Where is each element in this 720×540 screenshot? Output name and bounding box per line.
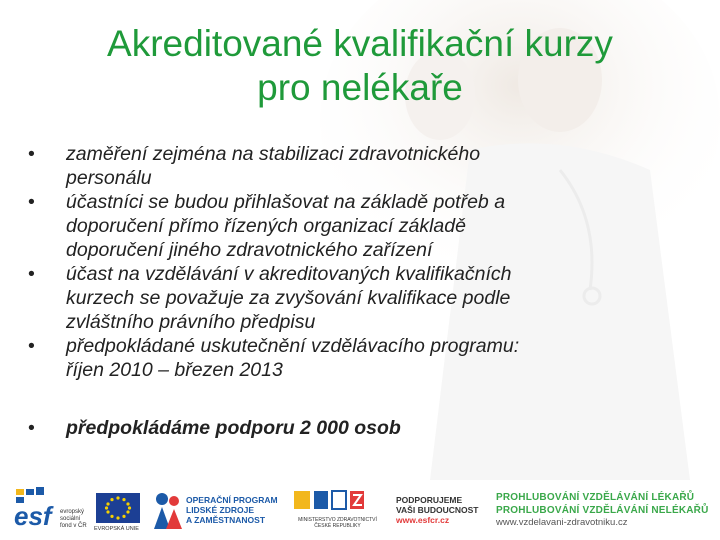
bullet-line: říjen 2010 – březen 2013: [66, 359, 283, 381]
bullet-item: [28, 142, 688, 190]
esf-caption-line: evropský: [60, 509, 85, 515]
mzcr-emblem-icon: [292, 487, 382, 513]
podporujeme-url: www.esfcr.cz: [396, 515, 450, 525]
bullet-marker: •: [28, 191, 35, 213]
bullet-line: účastníci se budou přihlašovat na základě potřeb a: [66, 191, 506, 213]
prohlubovani-line: PROHLUBOVÁNÍ VZDĚLÁVÁNÍ LÉKAŘŮ: [496, 492, 695, 503]
oplzz-emblem-icon: [150, 491, 186, 531]
bullet-line: účast na vzdělávání v akreditovaných kvalifikačních: [66, 263, 512, 285]
podporujeme-line: VAŠI BUDOUCNOST: [396, 505, 479, 515]
mzcr-line: MINISTERSTVO ZDRAVOTNICTVÍ: [298, 517, 377, 523]
title-line-1: Akreditované kvalifikační kurzy: [107, 23, 613, 64]
bullet-line: doporučení jiného zdravotnického zařízení: [66, 239, 433, 261]
footer-logo-strip: [0, 483, 720, 540]
bullet-line: zaměření zejména na stabilizaci zdravotnického: [66, 143, 481, 165]
eu-flag-icon: [96, 493, 140, 523]
prohlubovani-line: PROHLUBOVÁNÍ VZDĚLÁVÁNÍ NELÉKAŘŮ: [496, 505, 709, 516]
esf-logo: [12, 483, 88, 540]
bullet-line: personálu: [66, 167, 152, 189]
eu-logo: [94, 483, 142, 540]
bullet-marker: •: [28, 417, 35, 439]
bullet-line: kurzech se považuje za zvyšování kvalifikace podle: [66, 287, 511, 309]
oplzz-logo: [150, 483, 285, 540]
bullet-item: [28, 334, 688, 382]
mzcr-line: ČESKÉ REPUBLIKY: [314, 523, 361, 529]
esf-caption-line: sociální: [60, 516, 81, 522]
title-line-2: pro nelékaře: [257, 67, 463, 108]
bullet-line: předpokládáme podporu 2 000 osob: [66, 417, 401, 439]
prohlubovani-logo: [494, 483, 716, 540]
prohlubovani-url: www.vzdelavani-zdravotniku.cz: [496, 517, 628, 528]
oplzz-line: A ZAMĚSTNANOST: [186, 515, 266, 525]
bullet-item-highlight: [28, 416, 688, 440]
bullet-content: [28, 142, 688, 440]
esf-caption-line: fond v ČR: [60, 523, 87, 529]
podporujeme-logo: [392, 483, 487, 540]
svg-text:esf: esf: [14, 501, 52, 531]
oplzz-line: LIDSKÉ ZDROJE: [186, 505, 255, 515]
bullet-item: [28, 190, 688, 262]
eu-caption: EVROPSKÁ UNIE: [94, 526, 139, 532]
bullet-marker: •: [28, 263, 35, 285]
mzcr-logo: [290, 483, 385, 540]
bullet-marker: •: [28, 143, 35, 165]
bullet-line: doporučení přímo řízených organizací základě: [66, 215, 466, 237]
bullet-item: [28, 262, 688, 334]
bullet-line: předpokládané uskutečnění vzdělávacího programu:: [66, 335, 520, 357]
oplzz-line: OPERAČNÍ PROGRAM: [186, 495, 278, 505]
bullet-marker: •: [28, 335, 35, 357]
bullet-list: [28, 142, 688, 440]
podporujeme-line: PODPORUJEME: [396, 495, 463, 505]
bullet-line: zvláštního právního předpisu: [66, 311, 316, 333]
slide-title: [40, 22, 680, 110]
